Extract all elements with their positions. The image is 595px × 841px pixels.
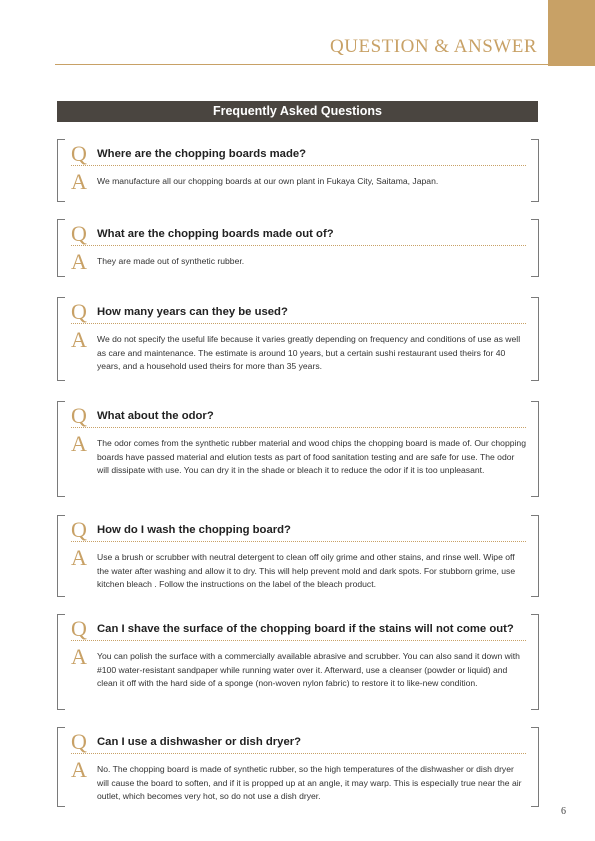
- qa-item: [57, 727, 539, 807]
- bracket-right: [531, 727, 539, 807]
- bracket-right: [531, 401, 539, 497]
- question-text: Can I shave the surface of the chopping board if the stains will not come out?: [97, 623, 514, 635]
- question-text: How do I wash the chopping board?: [97, 524, 291, 536]
- q-marker: Q: [71, 616, 87, 641]
- a-marker: A: [71, 169, 87, 194]
- answer-row: [71, 644, 526, 691]
- answer-row: [71, 431, 526, 478]
- answer-row: [71, 169, 526, 194]
- question-text: What about the odor?: [97, 410, 214, 422]
- qa-item: [57, 219, 539, 277]
- a-marker: A: [71, 545, 87, 570]
- bracket-left: [57, 515, 65, 597]
- qa-item: [57, 139, 539, 202]
- header-accent-bar: [548, 0, 595, 66]
- answer-text: We do not specify the useful life because it varies greatly depending on frequency and conditions of use as well as care and maintenance. The estimate is around 10 years, but a certain sushi restaurant used theirs for 40 years, and a household used theirs for more than 35 years.: [97, 334, 521, 371]
- answer-text: The odor comes from the synthetic rubber material and wood chips the chopping board is made of. Our chopping boards have passed material and elution tests as part of food sanitation testing and are safe for use. The odor will dissipate with use. You can dry it in the shade or bleach it to reduce the odor if it is too unpleasant.: [97, 438, 526, 475]
- answer-row: [71, 327, 526, 374]
- header-divider: [55, 64, 548, 65]
- answer-text: You can polish the surface with a commercially available abrasive and scrubber. You can also sand it down with #100 water-resistant sandpaper while running water over it. Afterward, use a cleanser (powder or liquid) and clean it off with the hard side of a sponge (non-woven nylon fabric) to restore it to like-new condition.: [97, 651, 520, 688]
- question-text: How many years can they be used?: [97, 306, 288, 318]
- question-row: [71, 517, 526, 542]
- answer-text: They are made out of synthetic rubber.: [97, 256, 245, 266]
- bracket-right: [531, 515, 539, 597]
- q-marker: Q: [71, 141, 87, 166]
- q-marker: Q: [71, 221, 87, 246]
- page-number: 6: [561, 806, 566, 817]
- qa-item: [57, 515, 539, 597]
- a-marker: A: [71, 644, 87, 669]
- answer-row: [71, 757, 526, 804]
- question-row: [71, 616, 526, 641]
- q-marker: Q: [71, 729, 87, 754]
- qa-item: [57, 297, 539, 381]
- qa-item: [57, 401, 539, 497]
- question-text: What are the chopping boards made out of?: [97, 228, 334, 240]
- a-marker: A: [71, 327, 87, 352]
- question-text: Can I use a dishwasher or dish dryer?: [97, 736, 302, 748]
- bracket-right: [531, 614, 539, 710]
- bracket-left: [57, 139, 65, 202]
- answer-text: Use a brush or scrubber with neutral detergent to clean off oily grime and other stains, and rinse well. Wipe off the water after washing and allow it to dry. This will help prevent mold and dark spots. For stubborn grime, use kitchen bleach . Follow the instructions on the label of the bleach product.: [97, 552, 516, 589]
- q-marker: Q: [71, 403, 87, 428]
- bracket-left: [57, 727, 65, 807]
- q-marker: Q: [71, 299, 87, 324]
- question-row: [71, 141, 526, 166]
- a-marker: A: [71, 757, 87, 782]
- answer-row: [71, 249, 526, 274]
- question-row: [71, 299, 526, 324]
- answer-row: [71, 545, 526, 592]
- bracket-left: [57, 219, 65, 277]
- answer-text: We manufacture all our chopping boards at our own plant in Fukaya City, Saitama, Japan.: [97, 176, 439, 186]
- bracket-left: [57, 401, 65, 497]
- faq-banner: Frequently Asked Questions: [57, 101, 538, 122]
- bracket-right: [531, 219, 539, 277]
- answer-text: No. The chopping board is made of synthetic rubber, so the high temperatures of the dishwasher or dish dryer will cause the board to soften, and if it is propped up at an angle, it may warp. This is especially true near the air outlet, which becomes very hot, so do not use a dish dryer.: [97, 764, 522, 801]
- question-text: Where are the chopping boards made?: [97, 148, 307, 160]
- a-marker: A: [71, 249, 87, 274]
- question-row: [71, 403, 526, 428]
- a-marker: A: [71, 431, 87, 456]
- page-title: QUESTION & ANSWER: [330, 36, 537, 57]
- bracket-right: [531, 139, 539, 202]
- q-marker: Q: [71, 517, 87, 542]
- bracket-left: [57, 297, 65, 381]
- qa-item: [57, 614, 539, 710]
- question-row: [71, 729, 526, 754]
- question-row: [71, 221, 526, 246]
- bracket-right: [531, 297, 539, 381]
- bracket-left: [57, 614, 65, 710]
